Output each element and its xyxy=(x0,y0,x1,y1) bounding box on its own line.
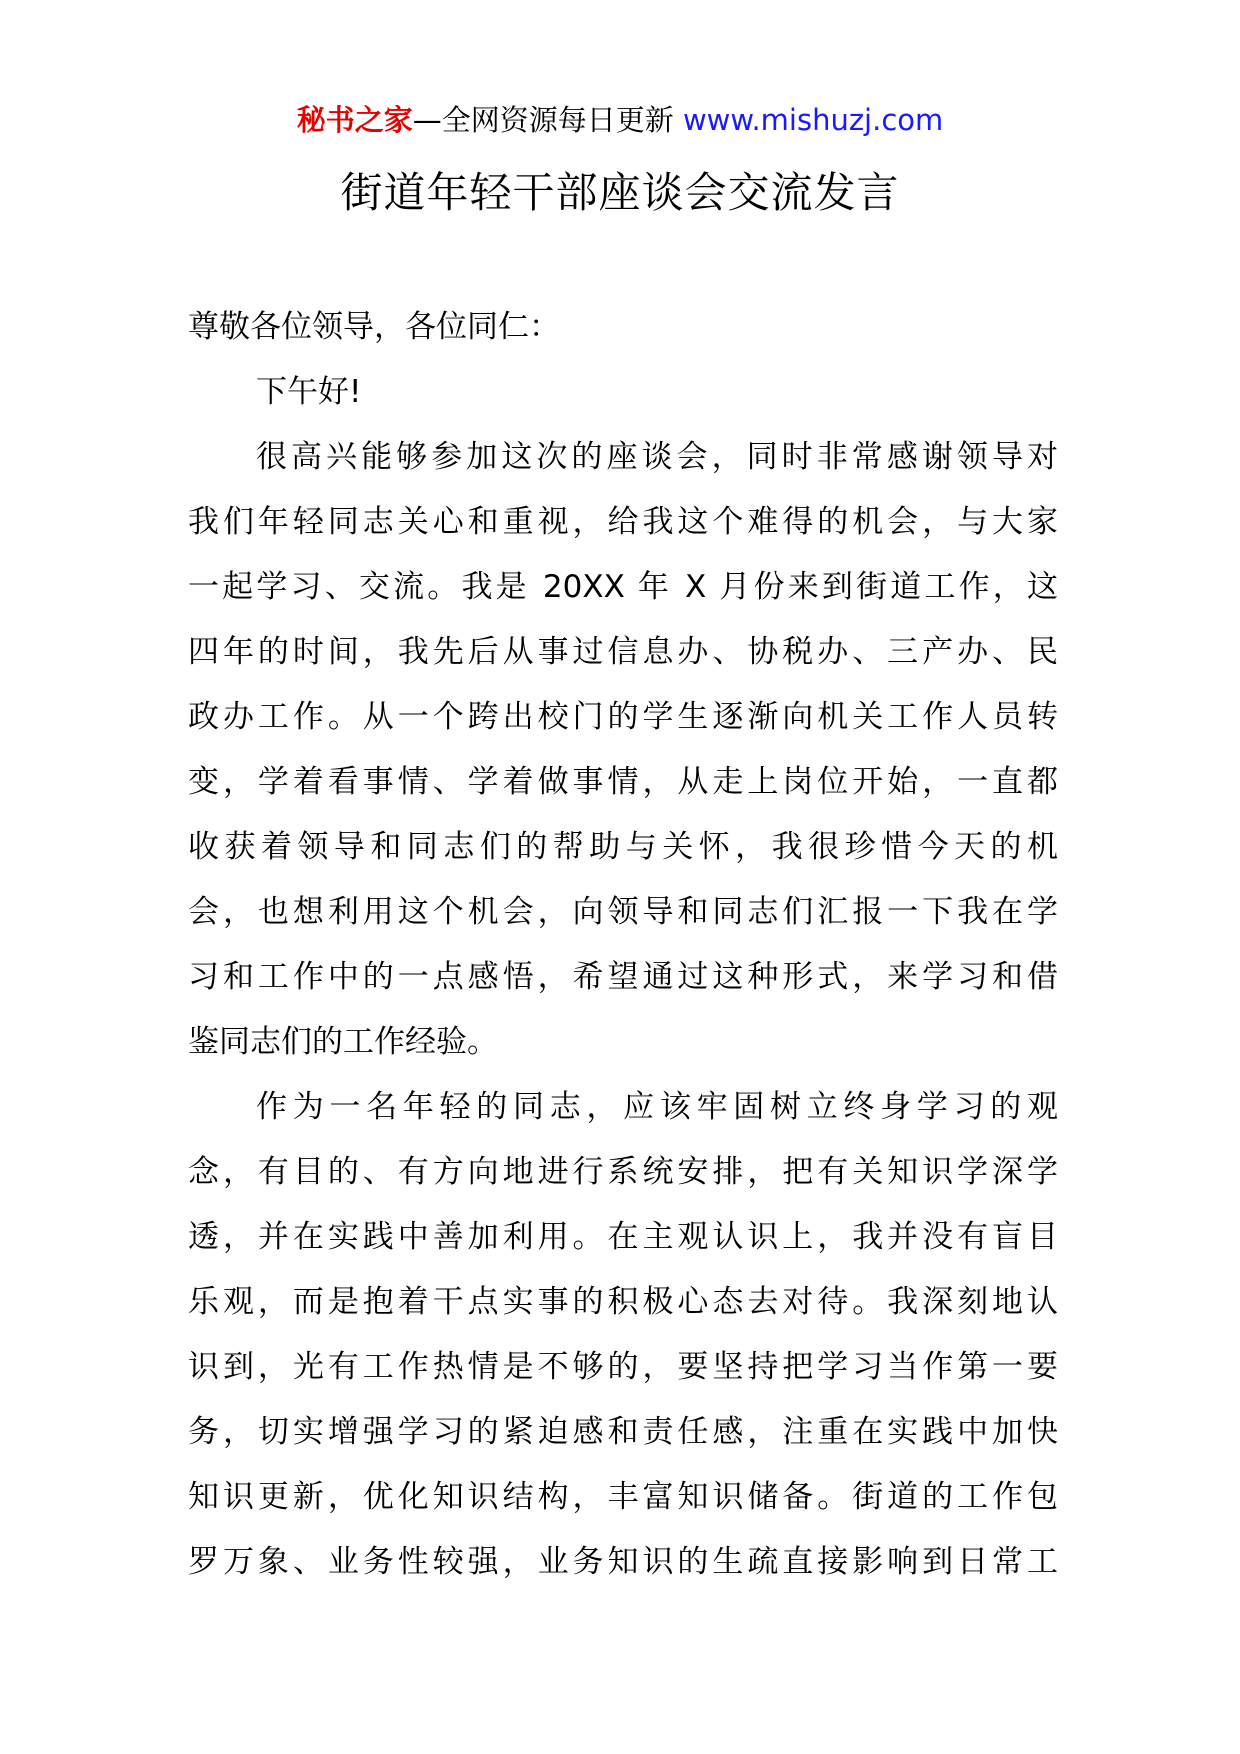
site-url-link[interactable]: www.mishuzj.com xyxy=(682,103,944,137)
site-header xyxy=(0,100,1240,140)
paragraph-line: 一起学习、交流。我是 20XX 年 X 月份来到街道工作，这 xyxy=(188,569,1058,605)
paragraph-1 xyxy=(188,425,1058,1075)
document-title: 街道年轻干部座谈会交流发言 xyxy=(340,168,900,217)
document-body xyxy=(188,295,1058,1595)
paragraph-line: 会，也想利用这个机会，向领导和同志们汇报一下我在学 xyxy=(188,894,1058,930)
paragraph-line: 鉴同志们的工作经验。 xyxy=(188,1024,498,1060)
paragraph-line: 收获着领导和同志们的帮助与关怀，我很珍惜今天的机 xyxy=(188,829,1058,865)
paragraph-line: 透，并在实践中善加利用。在主观认识上，我并没有盲目 xyxy=(188,1219,1058,1255)
paragraph-line: 四年的时间，我先后从事过信息办、协税办、三产办、民 xyxy=(188,634,1058,670)
paragraph-line: 习和工作中的一点感悟，希望通过这种形式，来学习和借 xyxy=(188,959,1058,995)
paragraph-line: 念，有目的、有方向地进行系统安排，把有关知识学深学 xyxy=(188,1154,1058,1190)
paragraph-line: 我们年轻同志关心和重视，给我这个难得的机会，与大家 xyxy=(188,504,1058,540)
paragraph-line: 罗万象、业务性较强，业务知识的生疏直接影响到日常工 xyxy=(188,1544,1058,1580)
brand-name: 秘书之家 xyxy=(296,103,413,137)
paragraph-line: 务，切实增强学习的紧迫感和责任感，注重在实践中加快 xyxy=(188,1414,1058,1450)
paragraph-line: 变，学着看事情、学着做事情，从走上岗位开始，一直都 xyxy=(188,764,1058,800)
paragraph-line: 很高兴能够参加这次的座谈会，同时非常感谢领导对 xyxy=(256,439,1058,475)
greeting: 下午好! xyxy=(256,374,362,410)
paragraph-2 xyxy=(188,1075,1058,1595)
paragraph-line: 识到，光有工作热情是不够的，要坚持把学习当作第一要 xyxy=(188,1349,1058,1385)
site-tagline: —全网资源每日更新 xyxy=(412,103,674,137)
paragraph-line: 政办工作。从一个跨出校门的学生逐渐向机关工作人员转 xyxy=(188,699,1058,735)
paragraph-line: 乐观，而是抱着干点实事的积极心态去对待。我深刻地认 xyxy=(188,1284,1058,1320)
paragraph-line: 知识更新，优化知识结构，丰富知识储备。街道的工作包 xyxy=(188,1479,1058,1515)
salutation: 尊敬各位领导，各位同仁： xyxy=(188,309,560,345)
paragraph-line: 作为一名年轻的同志，应该牢固树立终身学习的观 xyxy=(256,1089,1058,1125)
